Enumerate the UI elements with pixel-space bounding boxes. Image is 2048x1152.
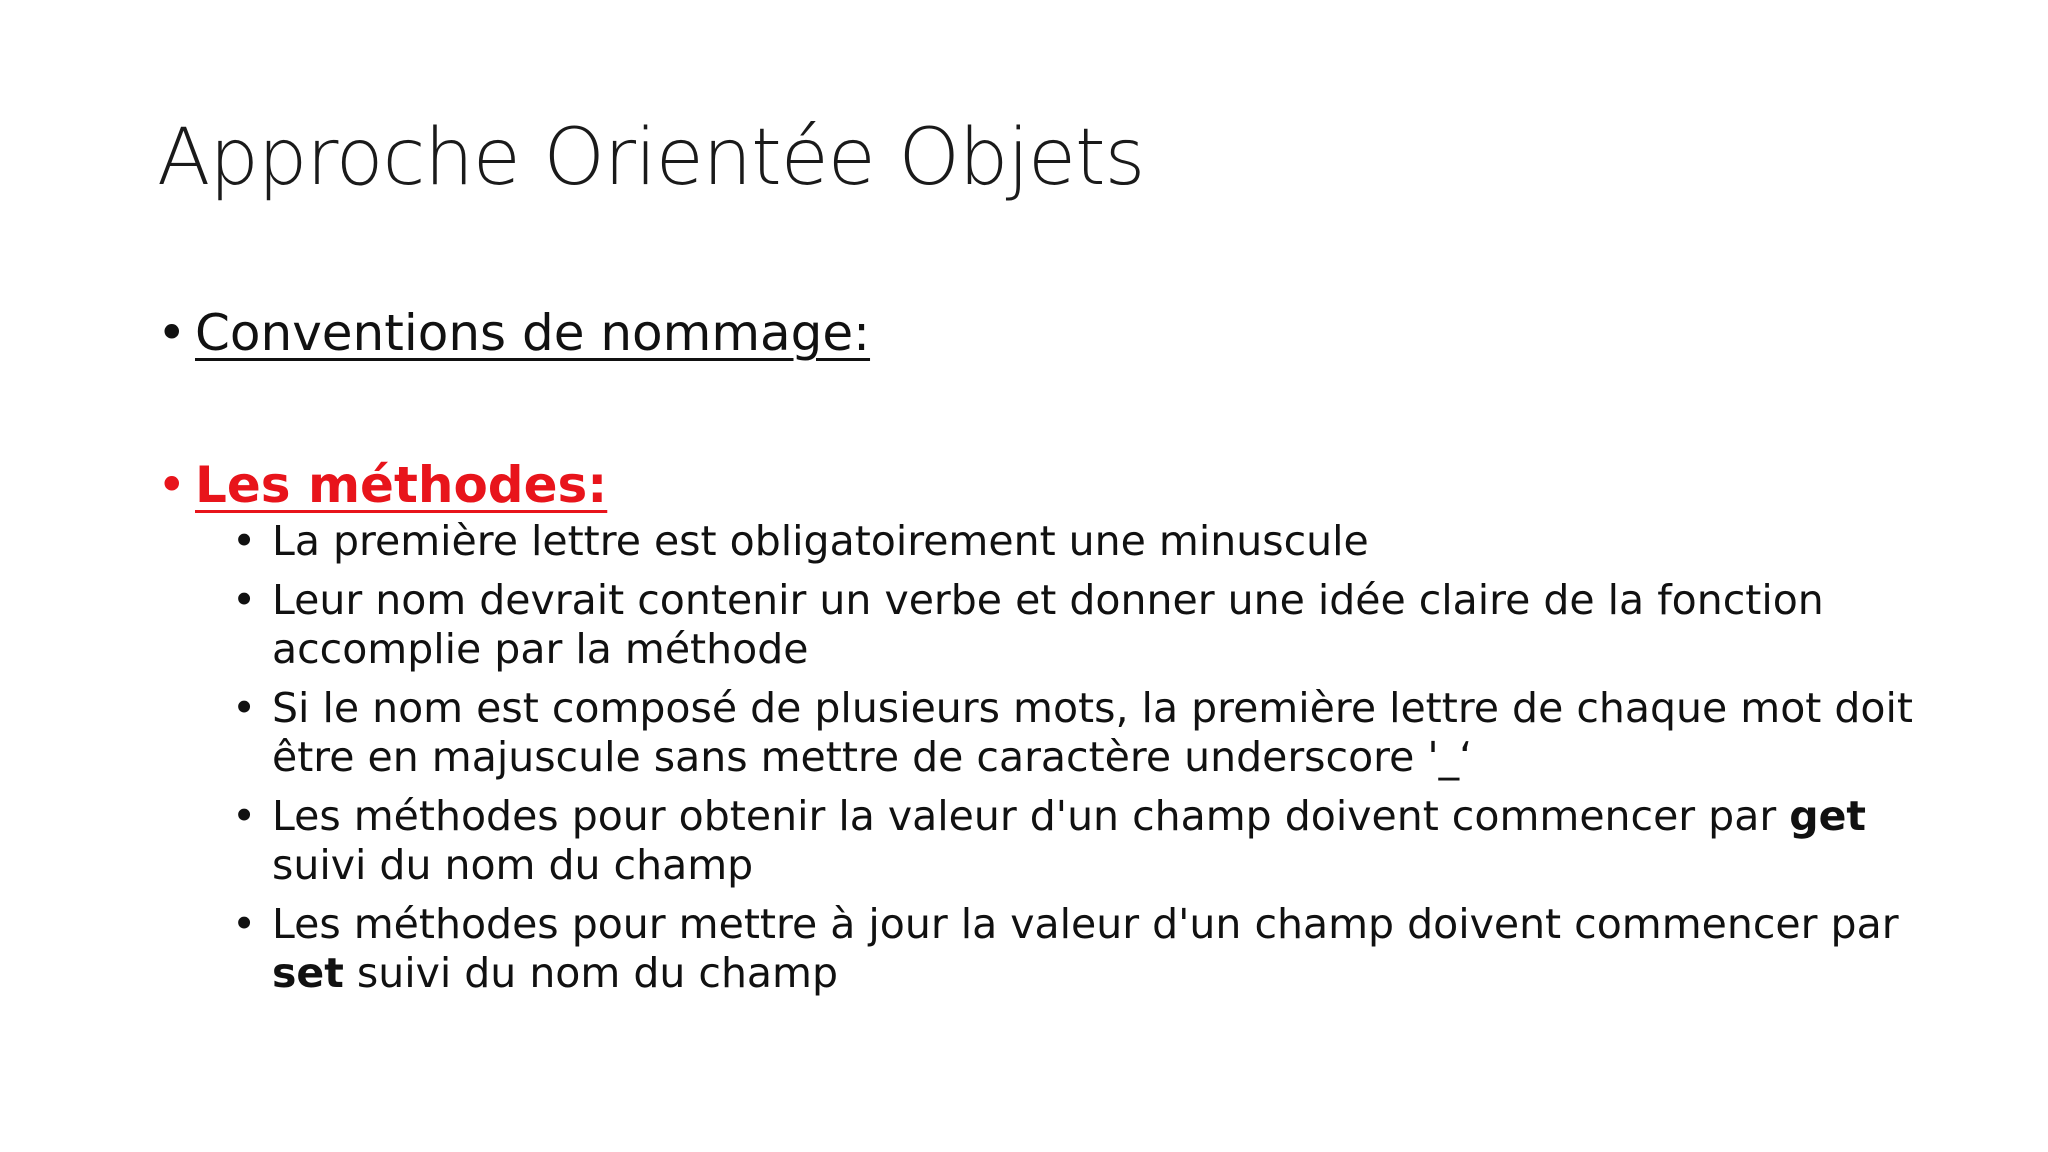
section-label: Les méthodes:	[195, 456, 608, 514]
bullet-icon: •	[232, 517, 257, 565]
list-item	[157, 517, 1917, 566]
list-item	[157, 792, 1917, 890]
slide-content	[157, 303, 1917, 1008]
bullet-icon: •	[157, 304, 187, 362]
list-item-text: Leur nom devrait contenir un verbe et donner une idée claire de la fonction accomplie par la méthode	[272, 576, 1824, 673]
list-item-text: Si le nom est composé de plusieurs mots, la première lettre de chaque mot doit être en majuscule sans mettre de caractère underscore '_‘	[272, 684, 1913, 781]
bullet-icon: •	[232, 900, 257, 948]
list-item	[157, 684, 1917, 782]
bullet-icon: •	[232, 576, 257, 624]
bullet-icon: •	[232, 792, 257, 840]
list-item-text: La première lettre est obligatoirement une minuscule	[272, 517, 1369, 565]
section-label: Conventions de nommage:	[195, 304, 871, 362]
bullet-icon: •	[232, 684, 257, 732]
section-heading-methods	[157, 455, 1917, 515]
section-heading-naming-conventions	[157, 303, 1917, 363]
text-before: Les méthodes pour obtenir la valeur d'un champ doivent commencer par	[272, 792, 1790, 840]
keyword-set: set	[272, 949, 344, 997]
bullet-icon: •	[157, 456, 187, 514]
list-item-text	[272, 900, 1899, 997]
slide-title: Approche Orientée Objets	[157, 113, 1145, 203]
text-after: suivi du nom du champ	[272, 841, 754, 889]
text-after: suivi du nom du champ	[343, 949, 839, 997]
list-item	[157, 576, 1917, 674]
text-before: Les méthodes pour mettre à jour la valeur d'un champ doivent commencer par	[272, 900, 1899, 948]
methods-rules-list	[157, 517, 1917, 998]
keyword-get: get	[1789, 792, 1866, 840]
list-item-text	[272, 792, 1866, 889]
list-item	[157, 900, 1917, 998]
